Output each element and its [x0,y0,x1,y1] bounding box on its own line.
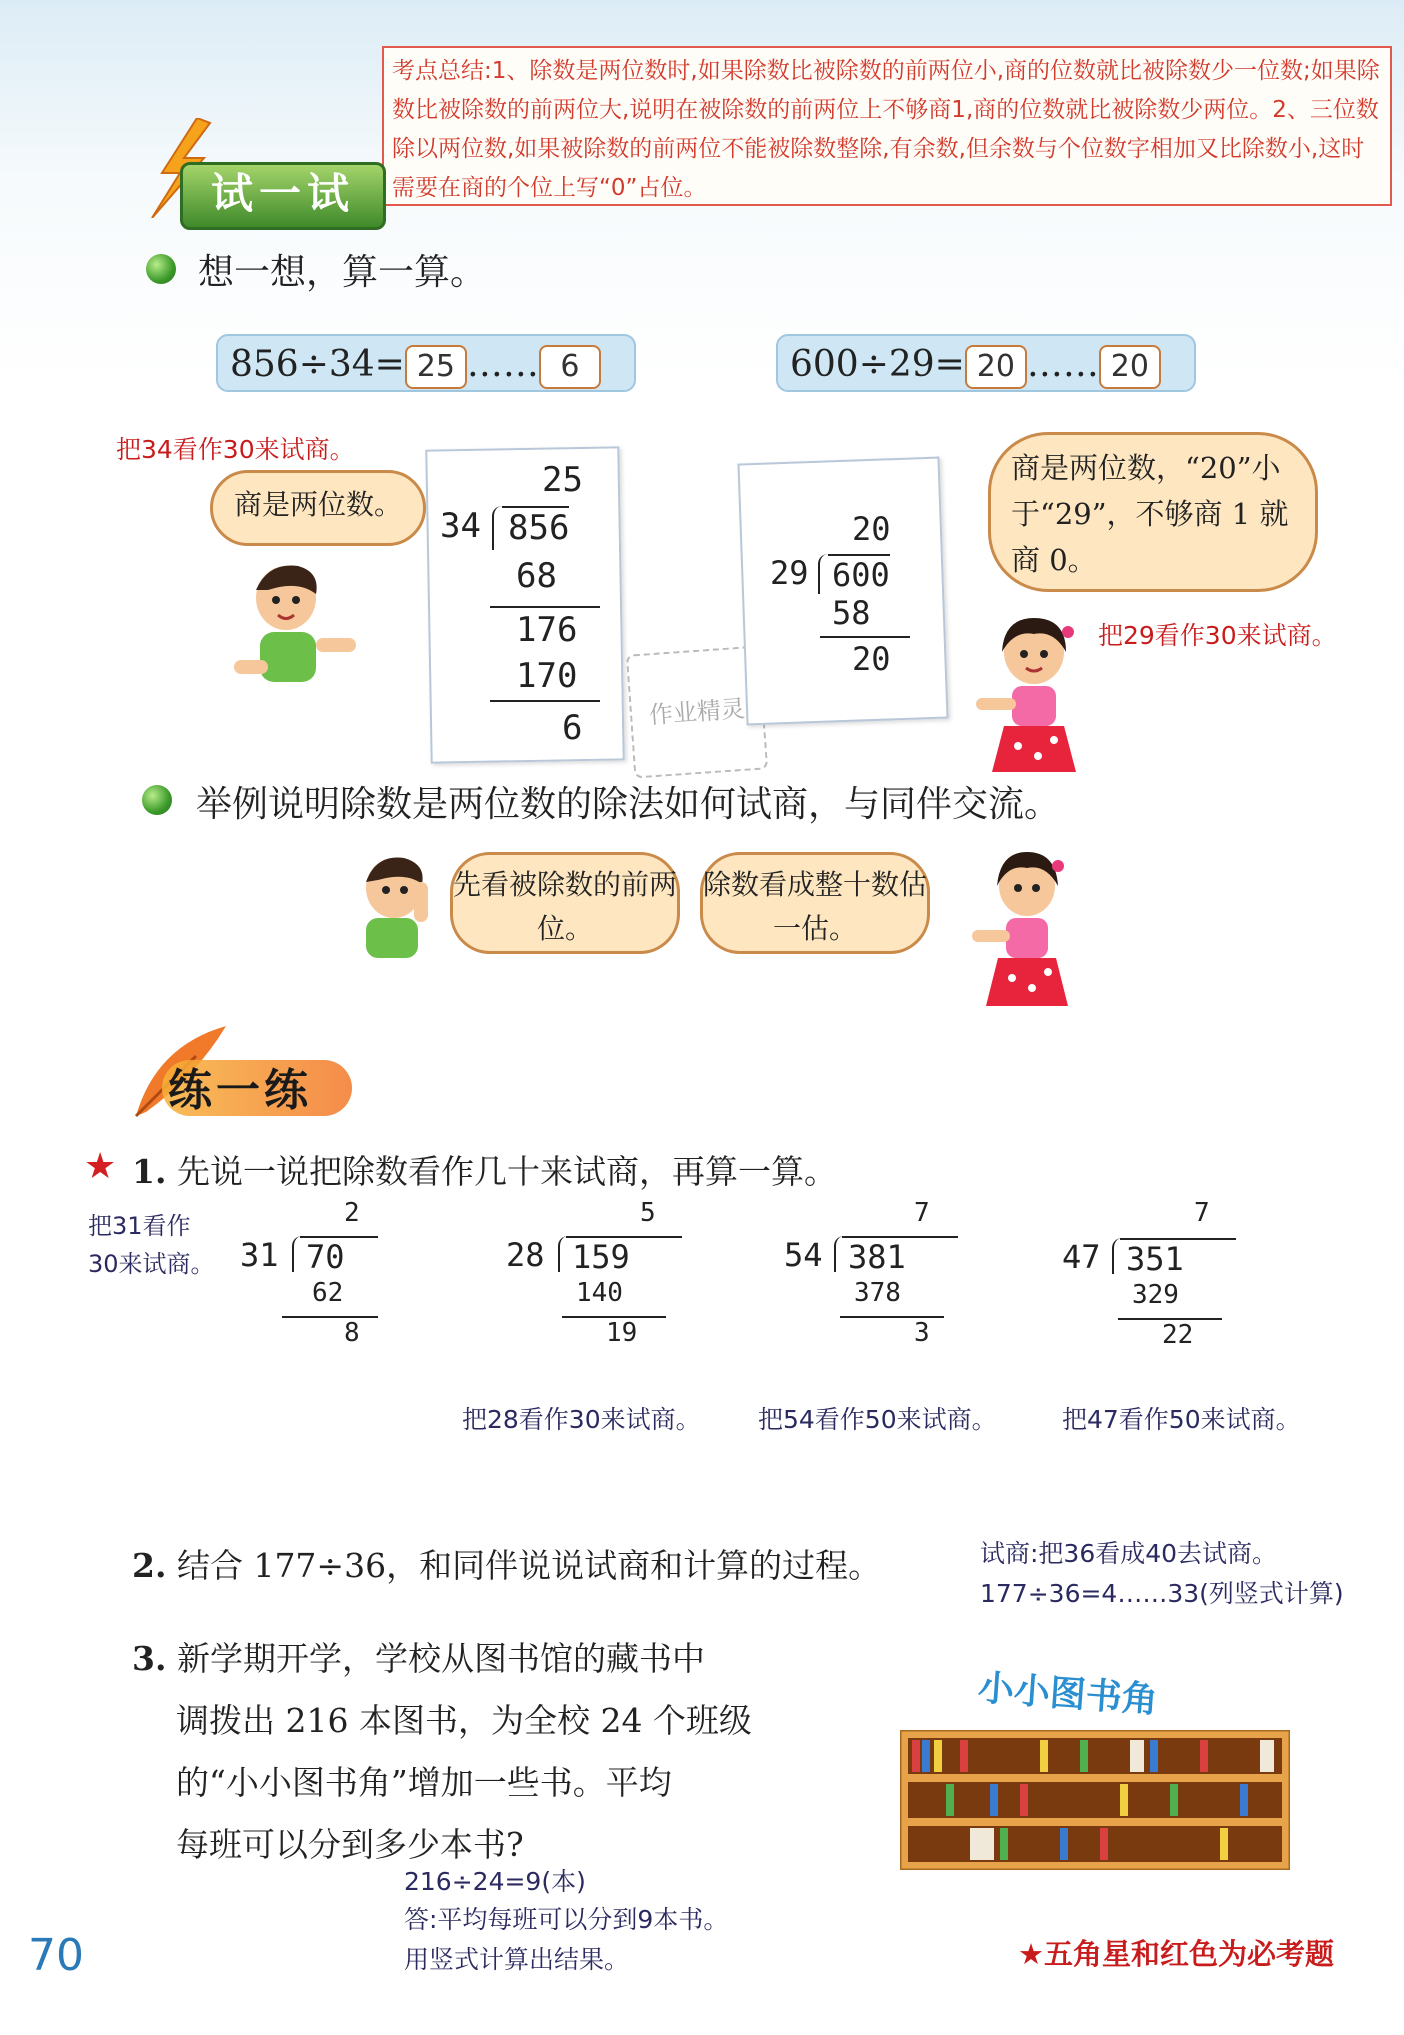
section-title-try: 试一试 [180,162,386,230]
summary-box [382,46,1392,206]
answer-field: 20 [965,345,1027,389]
dots: …… [1026,344,1099,385]
divisor: 29 [770,554,809,592]
p3-answer-1: 216÷24=9(本) [404,1867,586,1896]
speech-bubble-boy: 商是两位数。 [210,470,426,546]
equation-2-expr: 600÷29= [790,344,965,385]
division-bracket [818,554,830,594]
divisor: 54 [784,1236,823,1274]
dividend: 351 [1120,1238,1236,1278]
example-heading: 举例说明除数是两位数的除法如何试商，与同伴交流。 [196,784,1061,825]
boy-illustration [228,560,368,700]
long-division-2 [770,510,940,690]
problem-text: 先说一说把除数看作几十来试商，再算一算。 [176,1152,837,1191]
problem-2 [132,1540,881,1587]
remainder: 3 [914,1318,930,1348]
equation-2 [776,334,1196,392]
girl-illustration [972,846,1082,1016]
dividend: 856 [502,506,569,548]
note-34: 把34看作30来试商。 [116,435,355,464]
dividend: 381 [842,1236,958,1276]
remainder-1: 176 [516,610,578,650]
remainder: 22 [1162,1320,1194,1350]
line [282,1316,378,1318]
answer-field: 6 [539,345,601,389]
p3-answer-2: 答:平均每班可以分到9本书。 [404,1905,729,1934]
speech-bubble-boy: 先看被除数的前两位。 [450,852,680,954]
subtract-1: 58 [832,594,871,632]
p2-answer-1: 试商:把36看成40去试商。 [980,1539,1278,1568]
page-number: 70 [28,1930,84,1981]
speech-bubble-girl: 商是两位数，“20”小于“29”，不够商 1 就商 0。 [988,432,1318,592]
subtract: 62 [312,1278,344,1308]
quotient: 5 [640,1198,656,1228]
boy-illustration [344,852,444,962]
note-31-a: 把31看作 [88,1212,191,1240]
problem-number: 3. [132,1639,167,1678]
quotient: 2 [344,1198,360,1228]
quotient: 20 [852,510,891,548]
equation-1 [216,334,636,392]
answer-field: 20 [1099,345,1161,389]
p3-answer-3: 用竖式计算出结果。 [404,1945,630,1974]
long-division-1 [440,460,620,760]
problem-text-line: 的“小小图书角”增加一些书。平均 [176,1763,672,1802]
answer-field: 25 [405,345,467,389]
line [820,636,910,638]
note-31-b: 30来试商。 [88,1250,215,1278]
equation-1-expr: 856÷34= [230,344,405,385]
dots: …… [466,344,539,385]
problem-3 [132,1628,752,1876]
note-29: 把29看作30来试商。 [1098,621,1337,650]
problem-text-line: 调拨出 216 本图书，为全校 24 个班级 [176,1701,752,1740]
bookshelf-title: 小小图书角 [976,1667,1160,1722]
note-28: 把28看作30来试商。 [462,1405,701,1434]
legend-text: ★五角星和红色为必考题 [1018,1937,1334,1971]
remainder-1: 20 [852,640,891,678]
line [490,606,600,608]
line [490,700,600,702]
problem-text: 结合 177÷36，和同伴说说试商和计算的过程。 [176,1546,882,1585]
watermark-stamp: 作业精灵 [626,645,768,778]
remainder: 19 [606,1318,638,1348]
problem-1 [132,1146,837,1193]
long-division-p1-4 [1062,1198,1252,1358]
bullet-icon [142,785,172,815]
quotient: 7 [1194,1198,1210,1228]
divisor: 47 [1062,1238,1101,1276]
problem-text-line: 新学期开学，学校从图书馆的藏书中 [176,1639,705,1678]
problem-number: 2. [132,1546,167,1585]
subtract-1: 68 [516,556,557,596]
bookshelf-illustration [900,1730,1290,1870]
dividend: 159 [566,1236,682,1276]
subtract-2: 170 [516,656,578,696]
divisor: 28 [506,1236,545,1274]
section-title-practice: 练一练 [168,1065,312,1116]
note-47: 把47看作50来试商。 [1062,1405,1301,1434]
divisor: 31 [240,1236,279,1274]
summary-text: 考点总结:1、除数是两位数时,如果除数比被除数的前两位小,商的位数就比被除数少一位数;如果除数比被除数的前两位大,说明在被除数的前两位上不够商1,商的位数就比被除数少两位。2、三位数除以两位数,如果被除数的前两位不能被除数整除,有余数,但余数与个位数字相加又比除数小,这时需要在商的个位上写“0”占位。 [392,58,1380,201]
remainder: 8 [344,1318,360,1348]
dividend: 600 [828,554,890,594]
bullet-icon [146,254,176,284]
subtract: 329 [1132,1280,1179,1310]
division-bracket [492,506,504,550]
long-division-p1-3 [784,1198,974,1358]
speech-bubble-girl: 除数看成整十数估一估。 [700,852,930,954]
subtract: 378 [854,1278,901,1308]
girl-illustration [974,612,1094,782]
quotient: 25 [542,460,583,500]
problem-number: 1. [132,1152,167,1191]
problem-text-line: 每班可以分到多少本书? [176,1825,524,1864]
long-division-p1-2 [506,1198,696,1358]
remainder-2: 6 [562,708,583,748]
subtract: 140 [576,1278,623,1308]
dividend: 70 [300,1236,378,1276]
divisor: 34 [440,506,481,546]
long-division-p1-1 [240,1198,400,1358]
p2-answer-2: 177÷36=4……33(列竖式计算) [980,1579,1344,1608]
think-heading: 想一想，算一算。 [198,252,487,293]
quotient: 7 [914,1198,930,1228]
star-icon: ★ [84,1146,117,1187]
note-54: 把54看作50来试商。 [758,1405,997,1434]
